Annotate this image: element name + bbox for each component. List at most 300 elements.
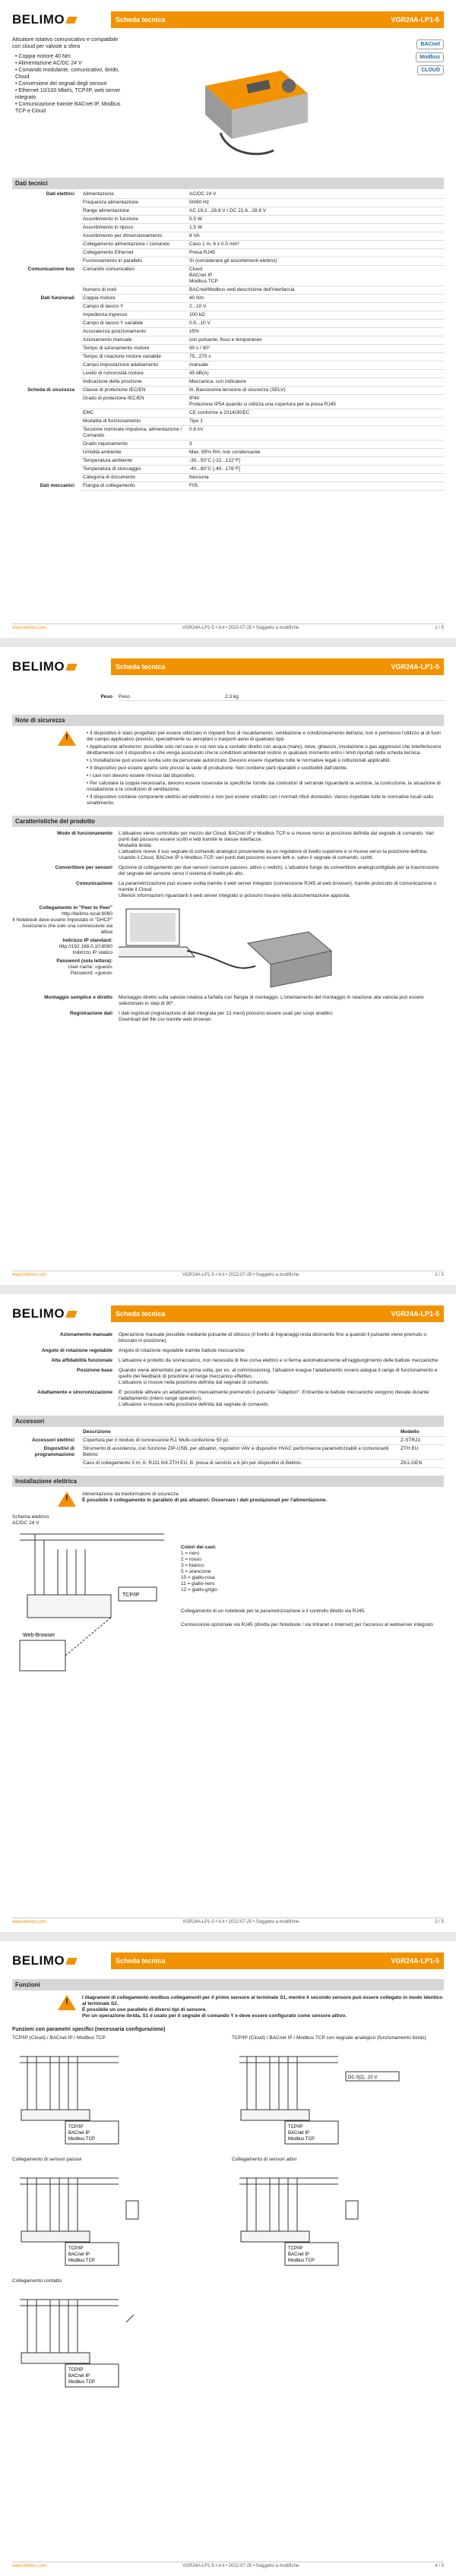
warning-icon <box>58 1492 76 1507</box>
footer <box>12 623 444 630</box>
table-row <box>12 387 444 395</box>
laptop-connection-image <box>119 905 347 991</box>
warning-text: È possibile un uso parallelo di diversi tipi di sensore. <box>82 2007 207 2012</box>
peer-label: Collegamento in "Peer to Peer" <box>39 905 112 911</box>
safety-item: • Applicazione all'esterno: possibile solo nel caso in cui non sia a contatto diretto con acqua (mare), neve, ghiaccio, insolazione o gas aggressivi che interferiscono direttamente con il dispositivo e che venga assicurato che le condizioni ambientali restino in qualsiasi momento entro i limiti riportati nella scheda tecnica. <box>87 744 442 756</box>
spec-value: 0.8 kV <box>187 426 444 440</box>
diagram-title: Collegamento di sensori attivi <box>232 2157 296 2162</box>
group-label <box>12 418 81 426</box>
table-row <box>12 241 444 249</box>
page-1 <box>0 0 456 638</box>
spec-value: Nessuna <box>187 474 444 482</box>
table-row <box>12 266 444 286</box>
protocol-label: BACnet IP <box>288 2252 310 2257</box>
group-label <box>12 474 81 482</box>
group-label <box>12 345 81 353</box>
spec-value: Cloud BACnet IP Modbus TCP <box>187 266 444 286</box>
spec-key: Impedenza ingresso <box>81 311 187 320</box>
functions-subtitle: Funzioni con parametri specifici (necessaria configurazione) <box>12 2027 166 2032</box>
group-label <box>12 1460 81 1468</box>
footer-url[interactable]: www.belimo.com <box>12 1273 47 1277</box>
table-row <box>12 286 444 295</box>
technical-data-table <box>12 191 444 491</box>
safety-text: I cavi non devono essere rimossi dal dispositivo. <box>90 773 196 778</box>
function-diagram <box>12 2278 224 2392</box>
diagram-graphic <box>12 2049 217 2148</box>
feature-label: Azionamento manuale <box>60 1332 112 1337</box>
table-row <box>12 353 444 361</box>
wire-color: 5 = arancione <box>181 1569 211 1574</box>
header-bar <box>111 11 444 28</box>
group-label <box>12 249 81 257</box>
intro-text: Attuatore rotativo comunicativo e compatibile con cloud per valvole a sfera <box>12 37 119 49</box>
spec-value: IP40 Protezione IP54 quando si utilizza una copertura per la presa RJ45 <box>187 395 444 409</box>
warning-text: Per un operazione ibrida, S1 è usato per il segnale di comando Y e deve essere configurato come sensore attivo. <box>82 2013 347 2019</box>
page-2 <box>0 647 456 1285</box>
spec-key: Campo di lavoro Y <box>81 303 187 311</box>
logo-swoosh-icon <box>65 1311 77 1318</box>
wire-color: 12 = giallo-grigio <box>181 1587 217 1593</box>
spec-key: Flangia di collegamento <box>81 482 187 491</box>
feature-text: Angolo di rotazione regolabile tramite battute meccaniche. <box>119 1348 246 1353</box>
group-label: Dati funzionali <box>40 295 74 301</box>
product-features-2 <box>12 995 444 1023</box>
table-row <box>12 303 444 311</box>
spec-value: Sì (considerare gli assorbimenti elettrici) <box>187 257 444 266</box>
rj45-note: Connessione opzionale via RJ45 (diretta per Notebook / via Intranet o Internet) per l'accesso al webserver integrato <box>181 1622 433 1627</box>
spec-key: Range alimentazione <box>81 207 187 216</box>
diagram-graphic <box>12 2170 217 2269</box>
spec-key: Funzionamento in parallelo <box>81 257 187 266</box>
safety-item: • I cavi non devono essere rimossi dal dispositivo. <box>87 773 196 778</box>
feature-text: L'attuatore è protetto da sovraccarico, non necessita di fine corsa elettrici e si ferma automaticamente all'raggiungimento delle battute meccaniche. <box>119 1358 439 1363</box>
group-label: Dati meccanici <box>40 482 74 488</box>
protocol-label: BACnet IP <box>68 2131 90 2136</box>
page-number: 1 / 5 <box>435 626 444 630</box>
model-code: VGR24A-LP1-5 <box>391 16 439 24</box>
spec-key: Umidità ambiente <box>81 449 187 457</box>
doc-type: Scheda tecnica <box>116 1957 166 1965</box>
section-functions: Funzioni <box>12 1979 444 1990</box>
feature-label: Registrazione dati <box>70 1011 112 1016</box>
feature-list <box>12 53 126 115</box>
function-diagrams <box>12 2035 444 2392</box>
doc-type: Scheda tecnica <box>116 16 166 24</box>
feature-text: La parametrizzazione può essere svolta tramite il web server integrato (connessione RJ45 al web browser), tramite protocollo di comunicazione o tramite il Cloud. Ulteriori informazioni riguardanti il web server integrato si possono trovare nella documentazione apposita. <box>119 881 437 898</box>
feature-row <box>12 1358 444 1364</box>
feature-text: Quando viene alimentato per la prima volta, per es. al commissioning, l'attuatore esegue l'adattamento ovvero adegua il range di funzionamento e quello del feedback di posizione al range meccanico effettivo. L'attuatore si muove nella posizione definita dal segnale di comando. <box>119 1368 438 1385</box>
spec-value: ±5% <box>187 328 444 336</box>
group-label: Dispositivi di programmazione <box>34 1445 74 1457</box>
feature-row <box>12 1368 444 1386</box>
footer-url[interactable]: www.belimo.com <box>12 2564 47 2568</box>
peer-note: Assicurarsi che solo una connessione sia attiva <box>22 923 112 935</box>
group-label: Dati elettrici <box>46 191 74 197</box>
spec-value: 2...10 V <box>187 303 444 311</box>
table-row <box>12 426 444 440</box>
group-label: Accessori elettrici <box>31 1437 74 1443</box>
group-label <box>12 232 81 241</box>
group-label <box>12 378 81 387</box>
safety-item: • Il dispositivo contiene componenti elettrici ed elettronici e non può essere smaltito con i normali rifiuti domestici. Vanno rispettate tutte le normative locali sullo smaltimento. <box>87 794 433 806</box>
diagram-graphic <box>12 2292 217 2391</box>
page-4 <box>0 1941 456 2576</box>
spec-key: Categoria di documento <box>81 474 187 482</box>
spec-key: Azionamento manuale <box>81 336 187 345</box>
protocol-label: TCP/IP <box>68 2368 84 2372</box>
belimo-logo: BELIMO <box>12 1953 111 1968</box>
acc-desc: Cavo di collegamento 5 m, A: RJ11 6/4 ZTH EU, B: presa di servizio a 6 pin per dispositivi di Belimo <box>81 1460 398 1468</box>
spec-value: Tipo 1 <box>187 418 444 426</box>
group-label <box>12 409 81 418</box>
function-diagram <box>12 2035 224 2149</box>
safety-text: Il dispositivo è stato progettato per essere utilizzato in impianti fissi di riscaldamento, ventilazione e condizionamento dell'aria; non è permesso l'utilizzo al di fuori del campo applicativo previsto, specialmente su aeroplani o trasporti aerei di qualsiasi tipo. <box>87 731 441 742</box>
section-technical-data: Dati tecnici <box>12 178 444 189</box>
feature-label: Adattamento e sincronizzazione <box>37 1390 112 1395</box>
feature-row <box>12 995 444 1007</box>
pw-pass: Password: «guest» <box>70 971 112 976</box>
feature-text: L'attuatore viene controllato per mezzo del Cloud, BACnet IP o Modbus TCP e si muove verso la posizione definita dal segnale di comando. Vari punti dati possono essere scritti e letti tramite le stesse interfacce. Modalità ibrida: L'attuatore riceve il suo segnale di comando analogico proveniente da un regolatore di livello superiore e si muove verso la posizione definita. Usando il Cloud, BACnet IP o Modbus TCP, vari punti dati possono essere letti e, salvo il segnale di comando, scritti. <box>119 831 434 860</box>
spec-value: AC/DC 24 V <box>187 191 444 199</box>
table-row <box>12 249 444 257</box>
spec-value: CE conforme a 2014/30/EC <box>187 409 444 418</box>
pw-label: Password (sola lettura): <box>56 958 112 964</box>
table-row <box>12 474 444 482</box>
feature-text: Operazione manuale possibile mediante pulsante di sblocco (il livello di ingranaggi resta disinserito fino a quando il pulsante viene premuto o bloccato in posizione). <box>119 1332 427 1343</box>
group-label <box>12 466 81 474</box>
section-accessories: Accessori <box>12 1416 444 1427</box>
group-label <box>12 426 81 440</box>
feature-row <box>12 865 444 877</box>
spec-key: Collegamento Ethernet <box>81 249 187 257</box>
table-row <box>12 295 444 303</box>
table-row <box>12 370 444 378</box>
tcpip-label: TCP/IP <box>122 1593 140 1598</box>
wire-color: 10 = giallo-rosa <box>181 1575 215 1580</box>
page-number: 3 / 5 <box>435 1920 444 1924</box>
logo-swoosh-icon <box>65 17 77 24</box>
page-3 <box>0 1294 456 1932</box>
table-row <box>12 224 444 232</box>
group-label: Comunicazione bus <box>27 266 74 272</box>
feature-text: Montaggio diretto sulla valvola rotativa a farfalla con flangia di montaggio. L'orientamento del montaggio in relazione alla valvola può essere selezionato in step di 90°. <box>119 995 424 1006</box>
weight-value: 2.3 kg <box>225 694 239 699</box>
protocol-label: TCP/IP <box>288 2246 303 2251</box>
diagram-title: Collegamento contatto <box>12 2278 62 2284</box>
table-header <box>12 1428 444 1437</box>
weight-group: Peso <box>100 694 112 699</box>
spec-key: Assorbimento per dimensionamento <box>81 232 187 241</box>
diagram-graphic <box>232 2170 437 2269</box>
notebook-note: Collegamento di un notebook per la parametrizzazione e il controllo diretto via RJ45. <box>181 1608 366 1614</box>
protocol-label: Modbus TCP <box>68 2259 95 2263</box>
wire-color: 11 = giallo-nero <box>181 1581 215 1586</box>
spec-value: 50/60 Hz <box>187 199 444 207</box>
doc-type: Scheda tecnica <box>116 663 166 671</box>
peer-url: http://belimo.local:8080 <box>62 911 112 917</box>
spec-key: Tensione nominale impulsiva, alimentazione / Comando <box>81 426 187 440</box>
spec-key: Numero di nodi <box>81 286 187 295</box>
table-row <box>12 395 444 409</box>
spec-key: EMC <box>81 409 187 418</box>
footer-url[interactable]: www.belimo.com <box>12 1920 47 1924</box>
protocol-label: BACnet IP <box>68 2252 90 2257</box>
table-row <box>12 320 444 328</box>
table-row <box>12 345 444 353</box>
feature-label: Alta affidabilità funzionale <box>51 1358 112 1363</box>
safety-text: Per calcolare la coppia necessaria, devono essere osservate le specifiche fornite dai costruttori di serrande riguardanti la sezione, la costruzione, la situazione di installazione e le condizioni di ventilazione. <box>87 781 441 792</box>
group-label <box>12 449 81 457</box>
footer-doc: VGR24A-LP1-5 • it-it • 2022-07-25 • Soggetto a modifiche <box>182 2564 299 2568</box>
group-label <box>12 328 81 336</box>
feature-item: • Alimentazione AC/DC 24 V <box>15 61 82 66</box>
acc-desc: Strumento di assistenza, con funzione ZIP-USB, per attuatori, regolatori VAV e dispositivi HVAC performance parametrizzabili e comunicanti Belimo <box>81 1445 398 1460</box>
acc-desc: Copertura per il modulo di connessione RJ, Multi-confezione 50 pz. <box>81 1437 398 1445</box>
warning-icon <box>58 1995 76 2010</box>
header <box>12 6 444 33</box>
warning-icon <box>58 731 76 746</box>
schema-sub: AC/DC 24 V <box>12 1520 40 1526</box>
ip-url: http://192.168.0.10:8080 <box>59 944 112 949</box>
spec-key: Assorbimento in funzione <box>81 216 187 224</box>
diagram-title: TCP/IP (Cloud) / BACnet IP / Modbus TCP <box>12 2035 106 2041</box>
spec-value: Presa RJ45 <box>187 249 444 257</box>
group-label <box>12 353 81 361</box>
protocol-label: TCP/IP <box>288 2125 303 2129</box>
footer-url[interactable]: www.belimo.com <box>12 626 47 630</box>
table-row <box>12 257 444 266</box>
feature-row <box>12 1011 444 1023</box>
section-electrical: Installazione elettrica <box>12 1476 444 1487</box>
group-label <box>12 286 81 295</box>
spec-value: Cavo 1 m, 6 x 0.5 mm² <box>187 241 444 249</box>
spec-value: 45 dB(A) <box>187 370 444 378</box>
ip-note: Indirizzo IP statico <box>72 950 112 955</box>
feature-item: • Coppia motore 40 Nm <box>15 54 71 59</box>
spec-value: -40...80°C [-40...176°F] <box>187 466 444 474</box>
schema-label: Schema elettrico <box>12 1514 49 1520</box>
safety-text: Il dispositivo contiene componenti elettrici ed elettronici e non può essere smaltito con i normali rifiuti domestici. Vanno rispettate tutte le normative locali sullo smaltimento. <box>87 794 433 806</box>
feature-item: • Comando modulante, comunicativo, ibrido, Cloud <box>15 68 120 80</box>
table-row <box>12 482 444 491</box>
spec-value: F05 <box>187 482 444 491</box>
model-code: VGR24A-LP1-5 <box>391 663 439 671</box>
table-row <box>12 361 444 370</box>
feature-text: I dati registrati (registrazione di dati integrata per 13 mesi) possono essere usati per scopi analitici. Download del file csv tramite web browser. <box>119 1011 334 1022</box>
spec-key: Tempo di rotazione motore variabile <box>81 353 187 361</box>
group-label <box>12 241 81 249</box>
footer-doc: VGR24A-LP1-5 • it-it • 2022-07-25 • Soggetto a modifiche <box>182 1273 299 1277</box>
feature-row <box>12 1390 444 1408</box>
feature-label: Modo di funzionamento <box>57 831 112 836</box>
table-row <box>12 1445 444 1460</box>
safety-list <box>82 731 444 808</box>
spec-value: 0.5...10 V <box>187 320 444 328</box>
peer-note: Il Notebook deve essere impostato in "DHCP" <box>12 917 112 923</box>
spec-value: con pulsante, fisso e temporaneo <box>187 336 444 345</box>
spec-key: Indicazione della posizione <box>81 378 187 387</box>
actuator-image <box>126 36 375 173</box>
wire-color: 1 = nero <box>181 1551 200 1556</box>
acc-model: ZTH EU <box>398 1445 444 1460</box>
function-diagram <box>232 2157 444 2271</box>
table-row <box>12 457 444 466</box>
col-header: Modello <box>398 1428 444 1437</box>
group-label <box>12 440 81 449</box>
spec-value: Max. 95% RH, non condensante <box>187 449 444 457</box>
section-product-features: Caratteristiche del prodotto <box>12 816 444 827</box>
spec-key: Campo impostazione adattamento <box>81 361 187 370</box>
table-row <box>12 1460 444 1468</box>
protocol-label: Modbus TCP <box>288 2259 315 2263</box>
spec-value: 3 <box>187 440 444 449</box>
protocol-label: Modbus TCP <box>288 2137 315 2142</box>
protocol-label: Modbus TCP <box>68 2380 95 2385</box>
diagram-title: Collegamento di sensori passivi <box>12 2157 82 2162</box>
safety-text: L'installazione può essere svolta solo da personale autorizzato. Devono essere rispettate tutte le normative legali o istituzionali applicabili. <box>90 758 391 763</box>
spec-key: Collegamento alimentazione / comando <box>81 241 187 249</box>
spec-value: AC 19.2...28.8 V / DC 21.6...28.8 V <box>187 207 444 216</box>
group-label <box>12 311 81 320</box>
table-row <box>12 336 444 345</box>
table-row <box>12 216 444 224</box>
spec-key: Livello di rumorosità motore <box>81 370 187 378</box>
table-row <box>12 311 444 320</box>
feature-row <box>12 881 444 899</box>
spec-value: 75...270 s <box>187 353 444 361</box>
protocol-label: BACnet IP <box>288 2131 310 2136</box>
table-row <box>12 199 444 207</box>
feature-item: • Comunicazione tramite BACnet IP, Modbus TCP e Cloud <box>15 102 121 114</box>
function-diagram <box>232 2035 444 2149</box>
spec-value: manuale <box>187 361 444 370</box>
spec-value: 40 Nm <box>187 295 444 303</box>
feature-label: Convertitore per sensori <box>55 865 112 870</box>
footer-doc: VGR24A-LP1-5 • it-it • 2022-07-25 • Soggetto a modifiche <box>182 1920 299 1924</box>
feature-label: Angolo di rotazione regolabile <box>41 1348 112 1353</box>
spec-key: Grado di protezione IEC/EN <box>81 395 187 409</box>
group-label <box>12 303 81 311</box>
spec-value: 1̇00 kΩ <box>187 311 444 320</box>
group-label <box>12 361 81 370</box>
modbus-badge: Modbus <box>416 52 444 62</box>
feature-text: Opzione di collegamento per due sensori (sensore passivo, attivo o switch). L'attuatore funge da convertitore analogico/digitale per la trasmissione del segnale del sensore verso il sistema di livello più alto. <box>119 865 439 876</box>
spec-key: Temperatura ambiente <box>81 457 187 466</box>
product-features-3 <box>12 1332 444 1408</box>
feature-label: Posizione base <box>77 1368 112 1373</box>
spec-value: 8 VA <box>187 232 444 241</box>
belimo-logo: BELIMO <box>12 12 111 27</box>
wiring-diagram <box>12 1526 172 1686</box>
feature-row <box>12 831 444 861</box>
doc-type: Scheda tecnica <box>116 1310 166 1318</box>
spec-value: 1.5 W <box>187 224 444 232</box>
group-label <box>12 224 81 232</box>
protocol-label: TCP/IP <box>68 2125 84 2129</box>
spec-value: 90 s / 90° <box>187 345 444 353</box>
product-features <box>12 831 444 899</box>
page-number: 4 / 5 <box>435 2564 444 2568</box>
spec-key: Temperatura di stoccaggio <box>81 466 187 474</box>
belimo-logo: BELIMO <box>12 659 111 674</box>
feature-row <box>12 1348 444 1354</box>
group-label <box>12 257 81 266</box>
spec-key: Classe di protezione IEC/EN <box>81 387 187 395</box>
spec-value: Meccanica, con indicatore <box>187 378 444 387</box>
spec-key: Comando comunicativo <box>81 266 187 286</box>
section-safety: Note di sicurezza <box>12 715 444 726</box>
feature-row <box>12 1332 444 1344</box>
warning-text: I diagrammi di collegamento modbus collegamenti per il primo sensore al terminale S1, mentre il secondo sensore può essere collegato in modo identico al terminale S2. <box>82 1995 443 2006</box>
group-label <box>12 320 81 328</box>
diagram-title: TCP/IP (Cloud) / BACnet IP / Modbus TCP con segnale analogico (funzionamento ibrido) <box>232 2035 426 2041</box>
feature-item: • Ethernet 10/100 Mbit/s, TCP/IP, web server integrato <box>15 88 121 100</box>
spec-key: Coppia motore <box>81 295 187 303</box>
model-code: VGR24A-LP1-5 <box>391 1957 439 1965</box>
protocol-label: Modbus TCP <box>68 2137 95 2142</box>
col-header: Descrizione <box>81 1428 398 1437</box>
spec-value: III, Bassissima tensione di sicurezza (SELV) <box>187 387 444 395</box>
signal-label: DC 0(2)...10 V <box>348 2076 378 2080</box>
accessories-table <box>12 1428 444 1468</box>
logo-swoosh-icon <box>65 1958 77 1965</box>
pw-user: User name: «guest» <box>68 964 112 970</box>
belimo-logo: BELIMO <box>12 1306 111 1321</box>
acc-model: ZK1-GEN <box>398 1460 444 1468</box>
spec-key: Grado inquinamento <box>81 440 187 449</box>
feature-label: Comunicazione <box>75 881 112 886</box>
function-diagram <box>12 2157 224 2271</box>
safety-text: Il dispositivo può essere aperto solo presso la sede di produzione. Non contiene parti riparabili o sostituibili dall'utente. <box>90 766 348 771</box>
spec-value: 5.5 W <box>187 216 444 224</box>
table-row <box>12 449 444 457</box>
safety-item: • Per calcolare la coppia necessaria, devono essere osservate le specifiche fornite dai costruttori di serrande riguardanti la sezione, la costruzione, la situazione di installazione e le condizioni di ventilazione. <box>87 781 441 792</box>
table-row <box>12 328 444 336</box>
warning-text: È possibile il collegamento in parallelo di più attuatori. Osservare i dati prestazionali per l'alimentazione. <box>82 1498 328 1503</box>
logo-swoosh-icon <box>65 664 77 671</box>
group-label <box>12 370 81 378</box>
footer-doc: VGR24A-LP1-5 • it-it • 2022-07-25 • Soggetto a modifiche <box>182 626 299 630</box>
spec-key: Tempo di azionamento motore <box>81 345 187 353</box>
spec-key: Assorbimento in riposo <box>81 224 187 232</box>
page-number: 2 / 5 <box>435 1273 444 1277</box>
bacnet-badge: BACnet <box>416 39 444 49</box>
ip-label: Indirizzo IP standard: <box>62 938 112 943</box>
group-label: Scheda di sicurezza <box>27 387 74 393</box>
group-label <box>12 199 81 207</box>
spec-key: Frequenza alimentazione <box>81 199 187 207</box>
table-row <box>12 466 444 474</box>
table-row <box>12 232 444 241</box>
spec-key: Accuratezza posizionamento <box>81 328 187 336</box>
group-label <box>12 395 81 409</box>
model-code: VGR24A-LP1-5 <box>391 1310 439 1318</box>
cloud-badge: CLOUD <box>417 65 444 75</box>
wire-color: 2 = rosso <box>181 1557 201 1562</box>
feature-label: Montaggio semplice e diretto <box>44 995 112 1000</box>
group-label <box>12 457 81 466</box>
wire-color: 3 = bianco <box>181 1563 204 1568</box>
acc-model: Z-STRJ1 <box>398 1437 444 1445</box>
warning-text: Alimentazione da trasformatore di sicurezza. <box>82 1492 180 1497</box>
table-row <box>12 191 444 199</box>
table-row <box>12 409 444 418</box>
browser-label: Web-Browser <box>23 1633 55 1638</box>
feature-text: E' possibile attivare un adattamento manualmente premendo il pulsante "Adaption". Entrambe le battute meccaniche vengono rilevate durante l'adattamento (intero range operativo). L'attuatore si muove nella posizione definita dal segnale di comando. <box>119 1390 429 1407</box>
weight-key: Peso <box>119 694 130 699</box>
spec-key: Modalità di funzionamento <box>81 418 187 426</box>
group-label <box>12 336 81 345</box>
